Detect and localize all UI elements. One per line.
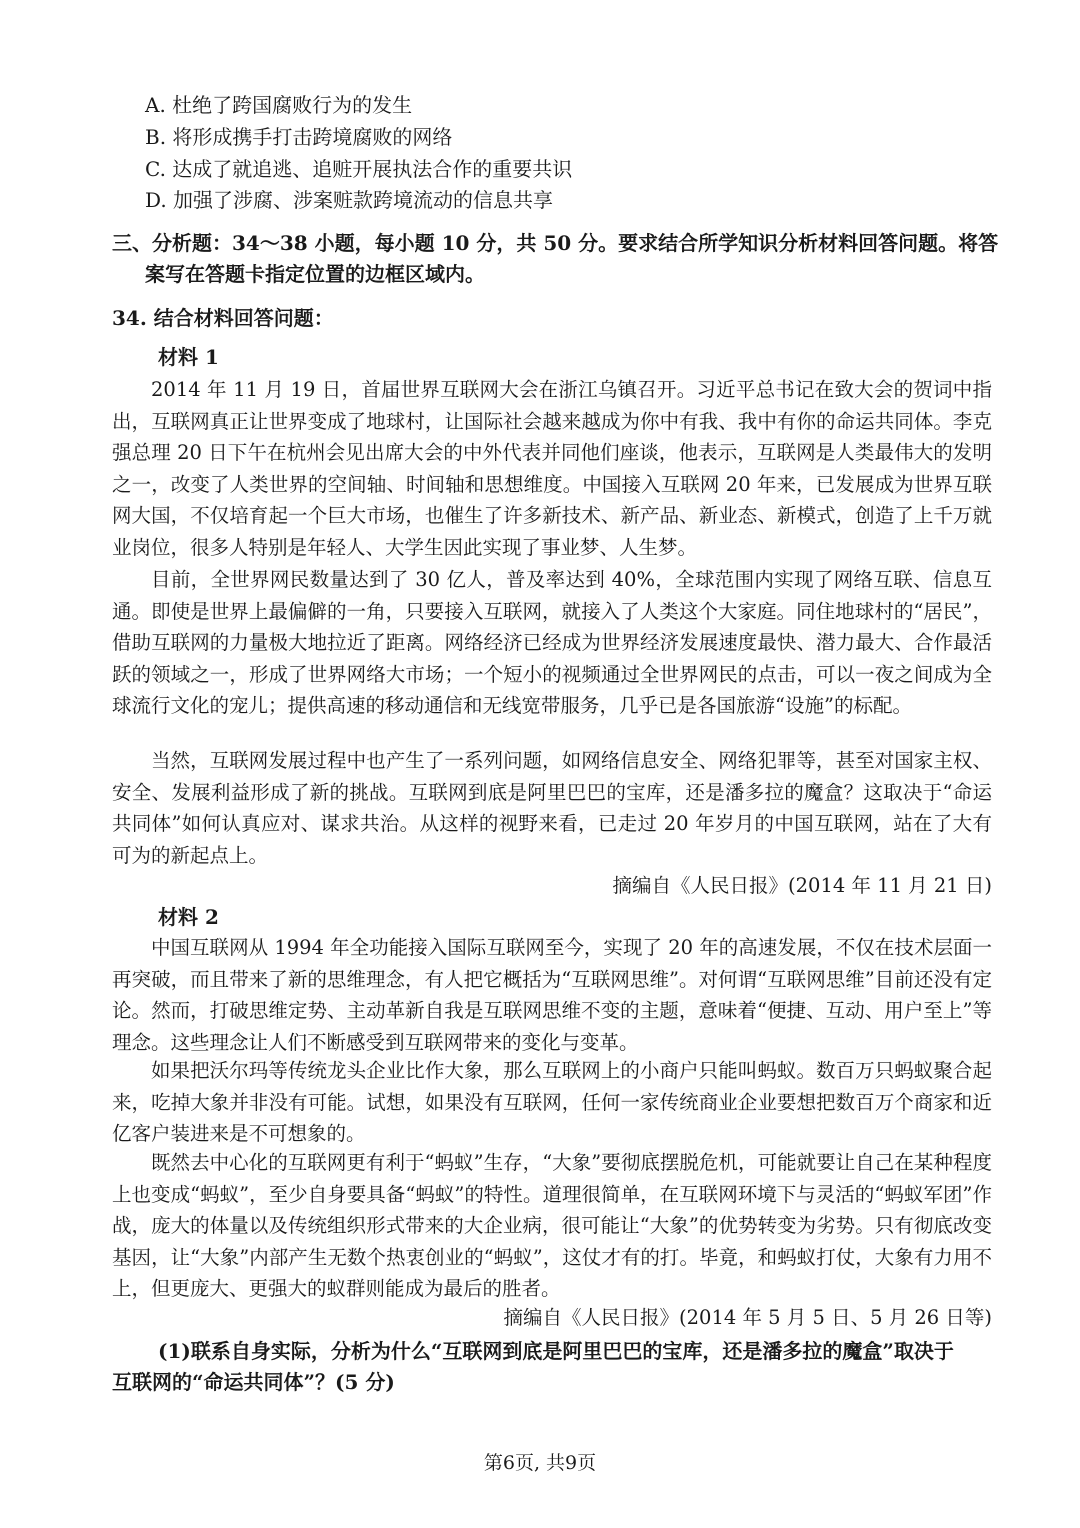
material-1-paragraph-3: 当然，互联网发展过程中也产生了一系列问题，如网络信息安全、网络犯罪等，甚至对国家主权、安全、发展利益形成了新的挑战。互联网到底是阿里巴巴的宝库，还是潘多拉的魔盒？这取决于“命运共同体”如何认真应对、谋求共治。从这样的视野来看，已走过 20 年岁月的中国互联网，站在了大有可为的新起点上。 [112, 749, 992, 867]
material-2-title: 材料 2 [158, 905, 219, 929]
option-b: B. 将形成携手打击跨境腐败的网络 [145, 125, 453, 149]
option-d: D. 加强了涉腐、涉案赃款跨境流动的信息共享 [145, 188, 554, 212]
option-a: A. 杜绝了跨国腐败行为的发生 [145, 93, 413, 117]
section-heading-line1: 三、分析题：34～38 小题，每小题 10 分，共 50 分。要求结合所学知识分析材料回答问题。将答 [112, 231, 999, 255]
option-c: C. 达成了就追逃、追赃开展执法合作的重要共识 [145, 157, 573, 181]
material-1-paragraph-1: 2014 年 11 月 19 日，首届世界互联网大会在浙江乌镇召开。习近平总书记在致大会的贺词中指出，互联网真正让世界变成了地球村，让国际社会越来越成为你中有我、我中有你的命运共同体。李克强总理 20 日下午在杭州会见出席大会的中外代表并同他们座谈，他表示，互联网是人类最伟大的发明之一，改变了人类世界的空间轴、时间轴和思想维度。中国接入互联网 20 年来，已发展成为世界互联网大国，不仅培育起一个巨大市场，也催生了许多新技术、新产品、新业态、新模式，创造了上千万就业岗位，很多人特别是年轻人、大学生因此实现了事业梦、人生梦。 [112, 378, 992, 559]
material-1-title: 材料 1 [158, 345, 219, 369]
question-title: 34. 结合材料回答问题： [112, 306, 334, 330]
subquestion-line1: (1)联系自身实际，分析为什么“互联网到底是阿里巴巴的宝库，还是潘多拉的魔盒”取决于 [158, 1339, 954, 1363]
material-1-paragraph-2: 目前，全世界网民数量达到了 30 亿人，普及率达到 40%，全球范围内实现了网络互联、信息互通。即使是世界上最偏僻的一角，只要接入互联网，就接入了人类这个大家庭。同住地球村的“居民”，借助互联网的力量极大地拉近了距离。网络经济已经成为世界经济发展速度最快、潜力最大、合作最活跃的领域之一，形成了世界网络大市场；一个短小的视频通过全世界网民的点击，可以一夜之间成为全球流行文化的宠儿；提供高速的移动通信和无线宽带服务，几乎已是各国旅游“设施”的标配。 [112, 568, 992, 718]
material-2-paragraph-1: 中国互联网从 1994 年全功能接入国际互联网至今，实现了 20 年的高速发展，不仅在技术层面一再突破，而且带来了新的思维理念，有人把它概括为“互联网思维”。对何谓“互联网思维”目前还没有定论。然而，打破思维定势、主动革新自我是互联网思维不变的主题，意味着“便捷、互动、用户至上”等理念。这些理念让人们不断感受到互联网带来的变化与变革。 [112, 936, 992, 1054]
page-number-footer: 第6页, 共9页 [483, 1452, 597, 1474]
material-2-source: 摘编自《人民日报》(2014 年 5 月 5 日、5 月 26 日等) [503, 1306, 992, 1329]
subquestion-line2: 互联网的“命运共同体”？(5 分) [112, 1370, 395, 1394]
material-2-paragraph-3: 既然去中心化的互联网更有利于“蚂蚁”生存，“大象”要彻底摆脱危机，可能就要让自己在某种程度上也变成“蚂蚁”，至少自身要具备“蚂蚁”的特性。道理很简单，在互联网环境下与灵活的“蚂蚁军团”作战，庞大的体量以及传统组织形式带来的大企业病，很可能让“大象”的优势转变为劣势。只有彻底改变基因，让“大象”内部产生无数个热衷创业的“蚂蚁”，这仗才有的打。毕竟，和蚂蚁打仗，大象有力用不上，但更庞大、更强大的蚁群则能成为最后的胜者。 [112, 1151, 992, 1301]
section-heading-line2: 案写在答题卡指定位置的边框区域内。 [145, 262, 485, 286]
material-2-paragraph-2: 如果把沃尔玛等传统龙头企业比作大象，那么互联网上的小商户只能叫蚂蚁。数百万只蚂蚁聚合起来，吃掉大象并非没有可能。试想，如果没有互联网，任何一家传统商业企业要想把数百万个商家和近亿客户装进来是不可想象的。 [112, 1059, 992, 1146]
material-1-source: 摘编自《人民日报》(2014 年 11 月 21 日) [612, 874, 992, 897]
